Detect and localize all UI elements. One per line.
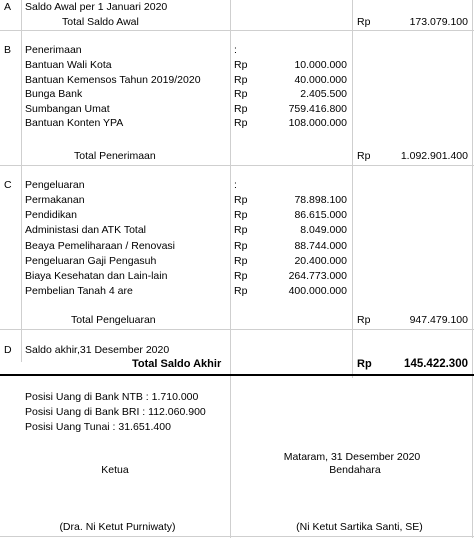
item-value: 20.400.000 bbox=[294, 254, 347, 267]
item-label: Pengeluaran Gaji Pengasuh bbox=[25, 254, 157, 267]
line-item-row bbox=[0, 239, 474, 254]
item-label: Bunga Bank bbox=[25, 88, 83, 101]
place-date: Mataram, 31 Desember 2020 bbox=[283, 451, 421, 463]
section-d-title-row bbox=[0, 343, 474, 358]
position-text: Posisi Uang Tunai : 31.651.400 bbox=[25, 421, 171, 433]
total-label: Total Saldo Awal bbox=[62, 16, 139, 28]
item-value: 400.000.000 bbox=[288, 285, 347, 298]
role-treasurer: Bendahara bbox=[329, 464, 381, 476]
section-title: Penerimaan bbox=[25, 44, 82, 56]
item-value: 264.773.000 bbox=[288, 270, 347, 282]
line-item-row bbox=[0, 254, 474, 269]
item-currency: Rp bbox=[234, 224, 248, 237]
signature-role-row bbox=[0, 463, 474, 478]
total-label: Total Saldo Akhir bbox=[132, 358, 222, 370]
item-currency: Rp bbox=[234, 239, 248, 252]
item-value: 86.615.000 bbox=[294, 209, 347, 222]
section-letter: B bbox=[4, 44, 12, 56]
colon: : bbox=[234, 44, 237, 56]
item-currency: Rp bbox=[234, 209, 248, 222]
item-label: Bantuan Wali Kota bbox=[25, 59, 112, 71]
item-value: 108.000.000 bbox=[288, 117, 347, 130]
item-currency: Rp bbox=[234, 59, 248, 71]
item-currency: Rp bbox=[234, 117, 248, 130]
section-c-title-row bbox=[0, 178, 474, 193]
total-currency: Rp bbox=[357, 16, 371, 28]
item-value: 88.744.000 bbox=[294, 239, 347, 252]
position-text: Posisi Uang di Bank NTB : 1.710.000 bbox=[25, 391, 199, 403]
item-currency: Rp bbox=[234, 254, 248, 267]
name-treasurer: (Ni Ketut Sartika Santi, SE) bbox=[296, 521, 423, 533]
role-chairman: Ketua bbox=[101, 464, 129, 476]
total-label: Total Penerimaan bbox=[74, 150, 156, 162]
line-item-row bbox=[0, 269, 474, 284]
section-b-total-row bbox=[0, 149, 474, 164]
line-item-row bbox=[0, 116, 474, 131]
position-row bbox=[0, 405, 474, 420]
section-b-title-row bbox=[0, 43, 474, 58]
item-currency: Rp bbox=[234, 73, 248, 86]
position-text: Posisi Uang di Bank BRI : 112.060.900 bbox=[25, 406, 206, 418]
line-item-row bbox=[0, 102, 474, 117]
total-value: 173.079.100 bbox=[409, 16, 468, 28]
position-row bbox=[0, 390, 474, 405]
item-value: 8.049.000 bbox=[300, 224, 347, 237]
line-item-row bbox=[0, 223, 474, 238]
section-letter: D bbox=[4, 344, 12, 356]
total-value: 947.479.100 bbox=[409, 314, 468, 326]
total-value: 145.422.300 bbox=[404, 358, 468, 370]
colon: : bbox=[234, 179, 237, 191]
name-chairman: (Dra. Ni Ketut Purniwaty) bbox=[59, 521, 176, 533]
line-item-row bbox=[0, 58, 474, 73]
signature-name-row bbox=[0, 520, 474, 535]
item-label: Permakanan bbox=[25, 194, 85, 206]
section-c-total-row bbox=[0, 313, 474, 328]
section-letter: C bbox=[4, 179, 12, 191]
line-item-row bbox=[0, 284, 474, 299]
item-currency: Rp bbox=[234, 102, 248, 115]
total-label: Total Pengeluaran bbox=[71, 314, 156, 326]
section-d-total-row bbox=[0, 357, 474, 373]
item-label: Pembelian Tanah 4 are bbox=[25, 285, 133, 298]
item-label: Biaya Kesehatan dan Lain-lain bbox=[25, 270, 168, 282]
grid-line bbox=[0, 165, 474, 166]
section-letter: A bbox=[4, 1, 12, 13]
section-title: Saldo akhir,31 Desember 2020 bbox=[25, 344, 170, 356]
total-currency: Rp bbox=[357, 358, 372, 370]
line-item-row bbox=[0, 193, 474, 208]
grid-line bbox=[0, 30, 474, 31]
item-value: 40.000.000 bbox=[294, 73, 347, 86]
line-item-row bbox=[0, 73, 474, 88]
total-currency: Rp bbox=[357, 150, 371, 162]
total-value: 1.092.901.400 bbox=[400, 150, 468, 162]
item-label: Beaya Pemeliharaan / Renovasi bbox=[25, 239, 176, 252]
section-a-title-row bbox=[0, 0, 474, 15]
section-a-total-row bbox=[0, 15, 474, 30]
item-value: 2.405.500 bbox=[300, 88, 347, 101]
item-label: Pendidikan bbox=[25, 209, 77, 222]
item-currency: Rp bbox=[234, 270, 248, 282]
item-currency: Rp bbox=[234, 88, 248, 101]
item-value: 10.000.000 bbox=[294, 59, 347, 71]
item-currency: Rp bbox=[234, 285, 248, 298]
item-label: Bantuan Kemensos Tahun 2019/2020 bbox=[25, 73, 201, 86]
grid-line bbox=[0, 329, 474, 330]
section-title: Saldo Awal per 1 Januari 2020 bbox=[25, 1, 168, 13]
item-label: Administasi dan ATK Total bbox=[25, 224, 147, 237]
position-row bbox=[0, 420, 474, 435]
total-underline bbox=[0, 374, 474, 376]
item-value: 759.416.800 bbox=[288, 102, 347, 115]
section-title: Pengeluaran bbox=[25, 179, 85, 191]
line-item-row bbox=[0, 87, 474, 102]
line-item-row bbox=[0, 208, 474, 223]
total-currency: Rp bbox=[357, 314, 371, 326]
item-label: Bantuan Konten YPA bbox=[25, 117, 124, 130]
grid-line bbox=[0, 536, 474, 537]
item-value: 78.898.100 bbox=[294, 194, 347, 206]
item-currency: Rp bbox=[234, 194, 248, 206]
item-label: Sumbangan Umat bbox=[25, 102, 110, 115]
